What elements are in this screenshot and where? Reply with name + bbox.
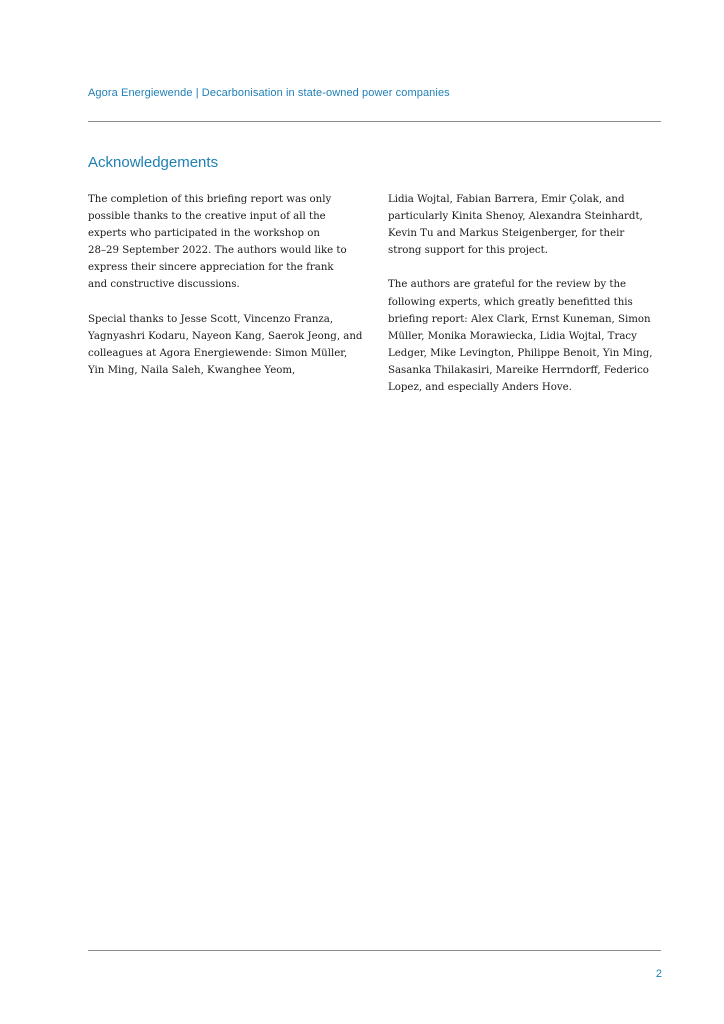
text-line: and constructive discussions. xyxy=(88,279,240,291)
section-title: Acknowledgements xyxy=(88,154,219,171)
text-line: Lidia Wojtal, Fabian Barrera, Emir Çolak, and xyxy=(388,194,625,205)
paragraph xyxy=(388,191,663,259)
text-line: The authors are grateful for the review by the xyxy=(388,279,627,291)
paragraph xyxy=(88,311,363,379)
text-line: colleagues at Agora Energiewende: Simon Müller, xyxy=(88,347,348,359)
text-line: express their sincere appreciation for the frank xyxy=(88,262,334,274)
header-divider xyxy=(88,121,661,122)
left-column xyxy=(88,191,363,396)
paragraph xyxy=(388,276,663,396)
text-line: Kevin Tu and Markus Steigenberger, for their xyxy=(388,228,625,240)
text-line: Sasanka Thilakasiri, Mareike Herrndorff, Federico xyxy=(388,364,649,376)
text-line: Ledger, Mike Levington, Philippe Benoit, Yin Ming, xyxy=(388,347,653,359)
text-line: following experts, which greatly benefitted this xyxy=(388,296,633,308)
paragraph xyxy=(88,191,363,294)
text-line: Special thanks to Jesse Scott, Vincenzo Franza, xyxy=(88,313,334,325)
text-line: Yagnyashri Kodaru, Nayeon Kang, Saerok Jeong, and xyxy=(88,330,363,342)
text-line: possible thanks to the creative input of all the xyxy=(88,211,326,223)
page-number: 2 xyxy=(655,968,662,980)
text-line: particularly Kinita Shenoy, Alexandra Steinhardt, xyxy=(388,211,643,223)
text-line: Müller, Monika Morawiecka, Lidia Wojtal, Tracy xyxy=(388,330,637,342)
text-line: Yin Ming, Naila Saleh, Kwanghee Yeom, xyxy=(88,364,296,376)
running-header: Agora Energiewende | Decarbonisation in state-owned power companies xyxy=(88,87,450,99)
text-line: Lopez, and especially Anders Hove. xyxy=(388,382,572,394)
text-line: strong support for this project. xyxy=(388,245,548,257)
right-column xyxy=(388,191,663,413)
footer-divider xyxy=(88,950,661,951)
text-line: experts who participated in the workshop on xyxy=(88,228,320,240)
text-line: 28–29 September 2022. The authors would like to xyxy=(88,245,347,257)
text-line: briefing report: Alex Clark, Ernst Kuneman, Simon xyxy=(388,313,651,325)
text-line: The completion of this briefing report was only xyxy=(88,194,332,205)
